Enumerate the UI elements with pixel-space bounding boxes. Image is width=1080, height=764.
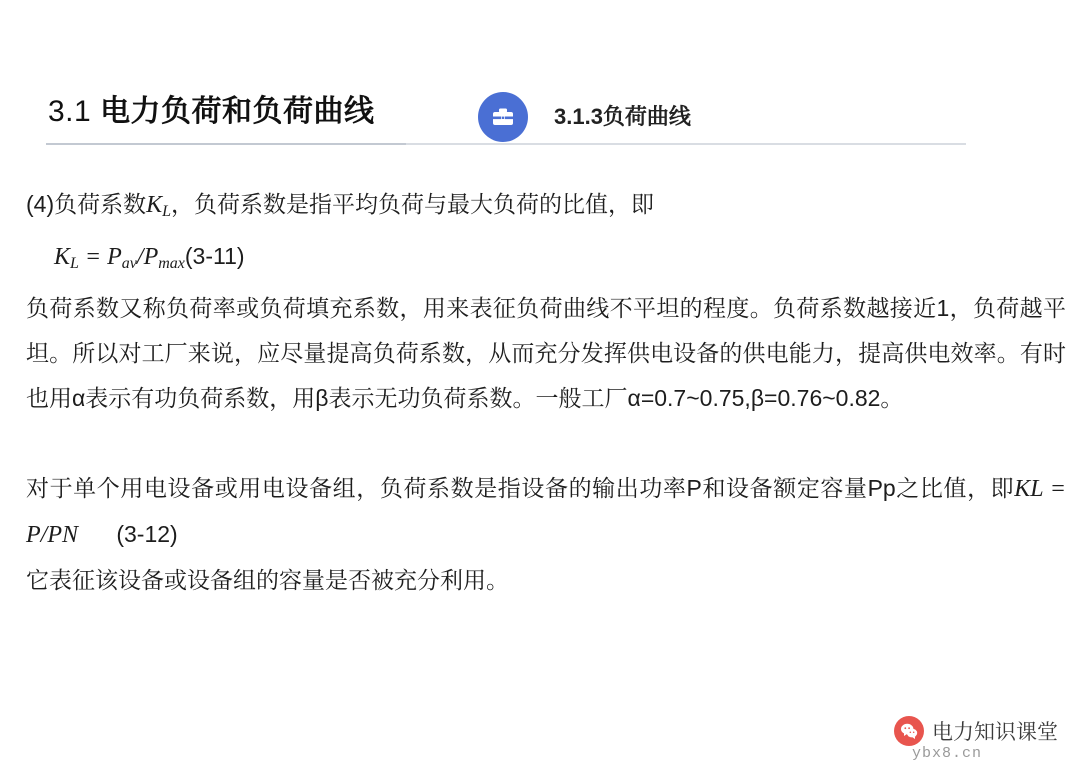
wechat-logo-icon [894,716,924,746]
formula-3-12: KL = P/PN [26,476,1066,548]
account-name: 电力知识课堂 [932,721,1058,744]
paragraph-spacer [26,421,1066,466]
p1-intro: (4)负荷系数 [26,191,147,217]
paragraph-1 [26,182,1066,234]
section-number: 3.1 [48,95,92,128]
footer-account [894,716,1058,746]
paragraph-2: 负荷系数又称负荷率或负荷填充系数，用来表征负荷曲线不平坦的程度。负荷系数越接近1，负荷越平坦。所以对工厂来说，应尽量提高负荷系数，从而充分发挥供电设备的供电能力，提高供电效率。有时也用α表示有功负荷系数，用β表示无功负荷系数。一般工厂α=0.7~0.75,β=0.76~0.82。 [26,295,1066,411]
p1-symbol: $K_L$ [146,192,172,220]
paragraph-4: 它表征该设备或设备组的容量是否被充分利用。 [26,567,509,593]
formula-3-11-number: (3-11) [184,243,245,269]
p3-text: 对于单个用电设备或用电设备组，负荷系数是指设备的输出功率P和设备额定容量Pp之比值，即 [26,475,1015,501]
formula-3-11: $K_L = P_{av}/P_{max}(3-11)$ [54,243,245,272]
header-divider-accent [46,143,406,145]
formula-3-12-number: (3-12) [116,521,178,547]
document-body [26,182,1066,603]
subsection-title: 3.1.3负荷曲线 [554,104,691,129]
section-title: 电力负荷和负荷曲线 [100,95,375,128]
watermark-text: ybx8.cn [911,745,982,762]
page-title [48,86,375,130]
page-header [0,86,1080,156]
paragraph-3 [26,466,1066,558]
p1-rest: ，负荷系数是指平均负荷与最大负荷的比值，即 [171,191,655,217]
briefcase-icon [478,92,528,142]
